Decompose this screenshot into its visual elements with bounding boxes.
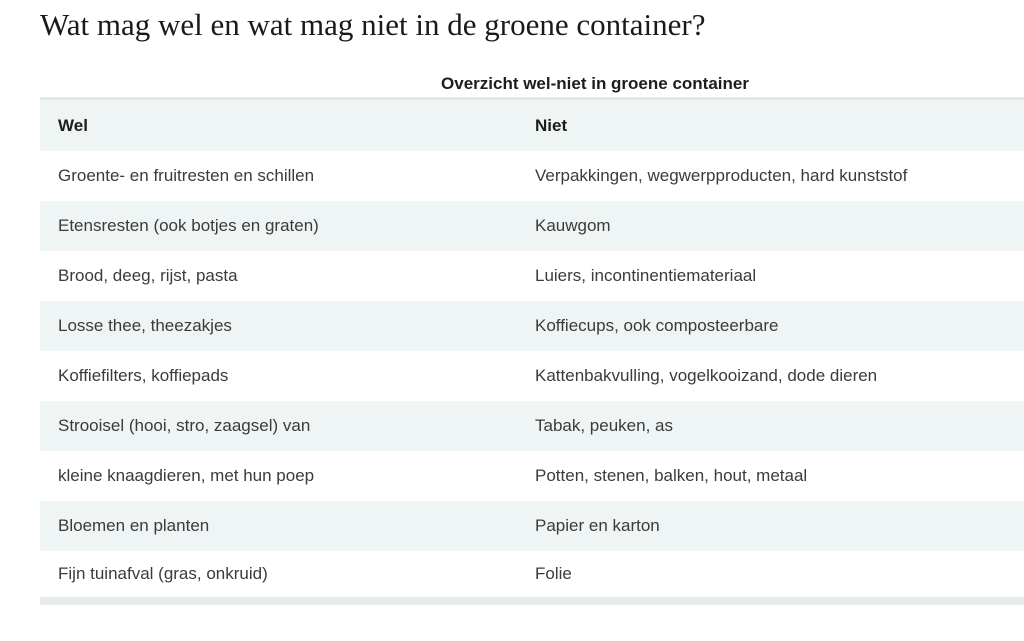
cell-wel: Groente- en fruitresten en schillen bbox=[58, 166, 315, 185]
cell-wel: Strooisel (hooi, stro, zaagsel) van bbox=[58, 416, 311, 435]
column-header-wel: Wel bbox=[58, 115, 88, 135]
table-row bbox=[40, 551, 1024, 601]
table-caption: Overzicht wel-niet in groene container bbox=[441, 74, 749, 93]
cell-wel: Brood, deeg, rijst, pasta bbox=[58, 266, 238, 285]
column-header-niet: Niet bbox=[535, 115, 568, 135]
cell-wel: Losse thee, theezakjes bbox=[58, 316, 232, 335]
cell-niet: Luiers, incontinentiemateriaal bbox=[535, 266, 757, 285]
cell-niet: Potten, stenen, balken, hout, metaal bbox=[535, 466, 808, 485]
table-container bbox=[40, 73, 1024, 605]
cell-wel: kleine knaagdieren, met hun poep bbox=[58, 466, 315, 485]
wel-niet-table bbox=[40, 97, 1024, 605]
cell-niet: Folie bbox=[535, 564, 572, 583]
cell-niet: Tabak, peuken, as bbox=[535, 416, 673, 435]
table-body bbox=[40, 151, 1024, 601]
table-row bbox=[40, 451, 1024, 501]
cell-wel: Koffiefilters, koffiepads bbox=[58, 366, 229, 385]
table-row bbox=[40, 151, 1024, 201]
table-row bbox=[40, 501, 1024, 551]
cell-niet: Kattenbakvulling, vogelkooizand, dode dieren bbox=[535, 366, 878, 385]
cell-niet: Verpakkingen, wegwerpproducten, hard kunststof bbox=[535, 166, 908, 185]
page-title: Wat mag wel en wat mag niet in de groene container? bbox=[40, 7, 706, 42]
cell-wel: Fijn tuinafval (gras, onkruid) bbox=[58, 564, 268, 583]
table-header bbox=[40, 99, 1024, 151]
cell-niet: Kauwgom bbox=[535, 216, 611, 235]
table-row bbox=[40, 351, 1024, 401]
cell-niet: Papier en karton bbox=[535, 516, 660, 535]
cell-wel: Bloemen en planten bbox=[58, 516, 210, 535]
header-row bbox=[40, 99, 1024, 151]
cell-niet: Koffiecups, ook composteerbare bbox=[535, 316, 779, 335]
table-row bbox=[40, 201, 1024, 251]
table-row bbox=[40, 251, 1024, 301]
cell-wel: Etensresten (ook botjes en graten) bbox=[58, 216, 319, 235]
table-row bbox=[40, 301, 1024, 351]
table-row bbox=[40, 401, 1024, 451]
